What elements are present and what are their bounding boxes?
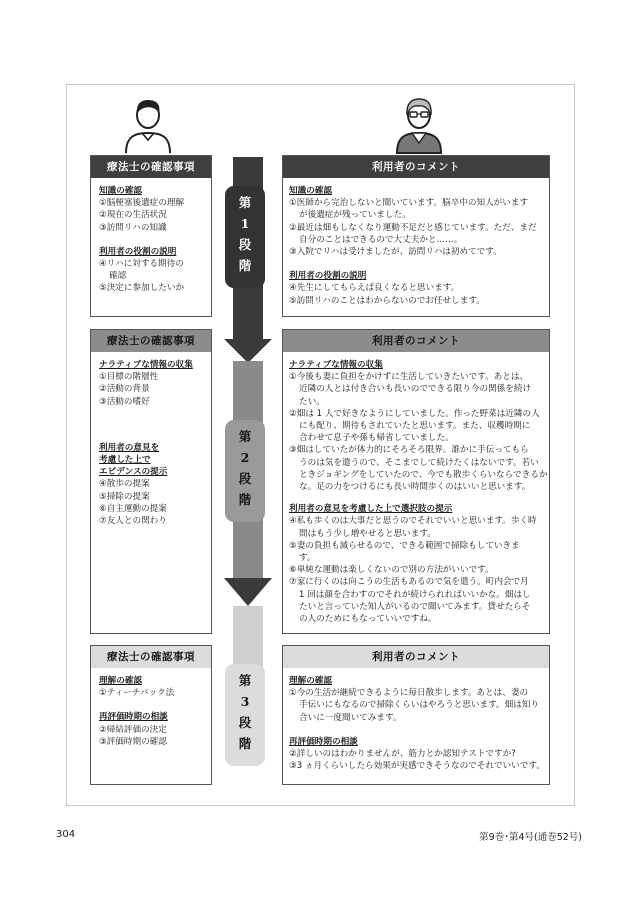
comment-line: 1 回は顔を合わすのでそれが続けられればいいかな。畑はし: [299, 589, 531, 600]
comment-line: ④先生にしてもらえば良くなると思います。: [289, 283, 460, 294]
stage1-label-char: 第: [238, 195, 252, 210]
client-header: 利用者のコメント: [283, 156, 549, 178]
stage3-label-char: 階: [238, 736, 252, 751]
stage2-label-char: 段: [238, 471, 252, 486]
item-line: ⑤決定に参加したいか: [99, 283, 185, 294]
section-title: 理解の確認: [99, 676, 142, 686]
stage1-therapist-box: [90, 155, 212, 317]
item-line: ②帰結評価の決定: [99, 724, 167, 735]
item-line: ④散歩の提案: [99, 479, 150, 490]
item-line: ②活動の背景: [99, 384, 150, 395]
comment-line: ⑤妻の負担も減らせるので、できる範囲で掃除もしていきま: [289, 540, 520, 551]
comment-line: な。足の力をつけるにも長い時間歩くのはいいと思います。: [299, 482, 531, 493]
therapist-header: 療法士の確認事項: [91, 646, 211, 668]
item-line: ①目標の階層性: [99, 372, 159, 383]
stage3-label: [225, 664, 265, 766]
comment-line: ⑦家に行くのは向こうの生活もあるので気を遣う。町内会で月: [289, 577, 529, 588]
item-line: ②現在の生活状況: [99, 210, 167, 221]
comment-line: ③畑はしていたが体力的にそろそろ限界。誰かに手伝ってもら: [289, 445, 529, 456]
therapist-header: 療法士の確認事項: [91, 330, 211, 352]
client-header: 利用者のコメント: [283, 330, 549, 352]
comment-line: 間はもう少し増やせると思います。: [299, 528, 436, 539]
comment-line: ①医師から完治しないと聞いています。脳卒中の知人がいます: [289, 198, 529, 209]
stage2-arrow-icon: [224, 578, 272, 606]
item-line: 確認: [109, 271, 127, 282]
comment-line: ①今後も妻に負担をかけずに生活していきたいです。あとは、: [289, 372, 529, 383]
stage2-label: [225, 420, 265, 522]
therapist-person-icon: [120, 93, 176, 155]
section-title: ナラティブな情報の収集: [99, 360, 193, 370]
comment-line: 合わせて息子や孫も帰省していました。: [299, 433, 454, 444]
comment-line: ⑥単純な運動は楽しくないので別の方法がいいです。: [289, 565, 494, 576]
item-line: ①脳梗塞後遺症の理解: [99, 198, 185, 209]
stage2-label-char: 階: [238, 492, 252, 507]
stage1-client-box: [282, 155, 550, 317]
comment-line: 手伝いにもなるので掃除くらいはやろうと思います。畑は知り: [299, 700, 539, 711]
comment-line: 合いに一度聞いてみます。: [299, 712, 402, 723]
comment-line: ③入院でリハは受けましたが、訪問リハは初めてです。: [289, 247, 502, 258]
item-line: ③訪問リハの知識: [99, 222, 167, 233]
section-title: 利用者の意見を考慮した上で選択肢の提示: [289, 504, 453, 515]
section-title: 利用者の意見を 考慮した上で エビデンスの提示: [99, 442, 168, 478]
page-number: 304: [56, 829, 76, 840]
item-line: ⑥自主運動の提案: [99, 503, 167, 514]
client-header: 利用者のコメント: [283, 646, 549, 668]
comment-line: の人のためにもなっていいですね。: [299, 614, 437, 625]
stage3-label-char: 第: [238, 673, 252, 688]
section-title: 再評価時期の相談: [99, 712, 168, 723]
item-line: ⑦友人との関わり: [99, 516, 167, 527]
comment-line: たいと言っていた知人がいるので聞いてみます。貸せたらそ: [299, 601, 531, 612]
comment-line: ④私も歩くのは大事だと思うのでそれでいいと思います。歩く時: [289, 516, 537, 527]
stage2-label-char: 2: [240, 450, 250, 465]
stage1-label-char: 段: [238, 237, 252, 252]
comment-line: ⑤訪問リハのことはわからないのでお任せします。: [289, 295, 485, 306]
stage2-label-char: 第: [238, 429, 252, 444]
comment-line: が後遺症が残っていました。: [299, 210, 411, 221]
section-title: 利用者の役割の説明: [99, 246, 177, 257]
item-line: ③評価時期の確認: [99, 736, 167, 747]
stage1-arrow-icon: [224, 339, 272, 363]
issue-label: 第9巻･第4号(通巻52号): [479, 832, 582, 843]
client-person-icon: [391, 93, 447, 155]
comment-line: ②詳しいのはわかりませんが、筋力とか認知テストですか?: [289, 749, 516, 760]
section-title: ナラティブな情報の収集: [289, 360, 383, 370]
stage3-client-box: [282, 645, 550, 785]
stage2-therapist-box: [90, 329, 212, 634]
comment-line: ③3 ヵ月くらいしたら効果が実感できそうなのでそれでいいです。: [289, 761, 545, 772]
stage1-label-char: 階: [238, 258, 252, 273]
section-title: 再評価時期の相談: [289, 736, 358, 747]
stage1-label-char: 1: [240, 216, 250, 231]
comment-line: ①今の生活が継続できるように毎日散歩します。あとは、妻の: [289, 688, 529, 699]
comment-line: にも配り、期待もされていたと思います。また、収穫時期に: [299, 421, 531, 432]
comment-line: ②最近は畑もしなくなり運動不足だと感じています。ただ、まだ: [289, 222, 537, 233]
comment-line: 自分のことはできるので大丈夫かと……。: [299, 234, 463, 245]
item-line: ⑤掃除の提案: [99, 491, 150, 502]
section-title: 理解の確認: [289, 676, 332, 686]
comment-line: す。: [299, 553, 316, 564]
comment-line: たい。: [299, 396, 325, 407]
stage3-label-char: 3: [240, 694, 250, 709]
comment-line: ときジョギングをしていたので、今でも散歩くらいならできるか: [299, 469, 548, 480]
section-title: 知識の確認: [99, 186, 142, 196]
stage1-label: [225, 186, 265, 288]
comment-line: 近隣の人とは付き合いも長いのでできる限り今の関係を続け: [299, 384, 532, 395]
stage3-label-char: 段: [238, 715, 252, 730]
section-title: 利用者の役割の説明: [289, 271, 367, 282]
item-line: ④リハに対する期待の: [99, 259, 184, 270]
item-line: ③活動の嗜好: [99, 396, 150, 407]
item-line: ①ティーチバック法: [99, 688, 175, 699]
comment-line: ②畑は 1 人で好きなようにしていました。作った野菜は近隣の人: [289, 408, 540, 419]
stage2-client-box: [282, 329, 550, 634]
therapist-header: 療法士の確認事項: [91, 156, 211, 178]
comment-line: うのは気を遣うので、そこまでして続けたくはないです。若い: [299, 457, 539, 468]
section-title: 知識の確認: [289, 186, 332, 196]
stage3-therapist-box: [90, 645, 212, 785]
